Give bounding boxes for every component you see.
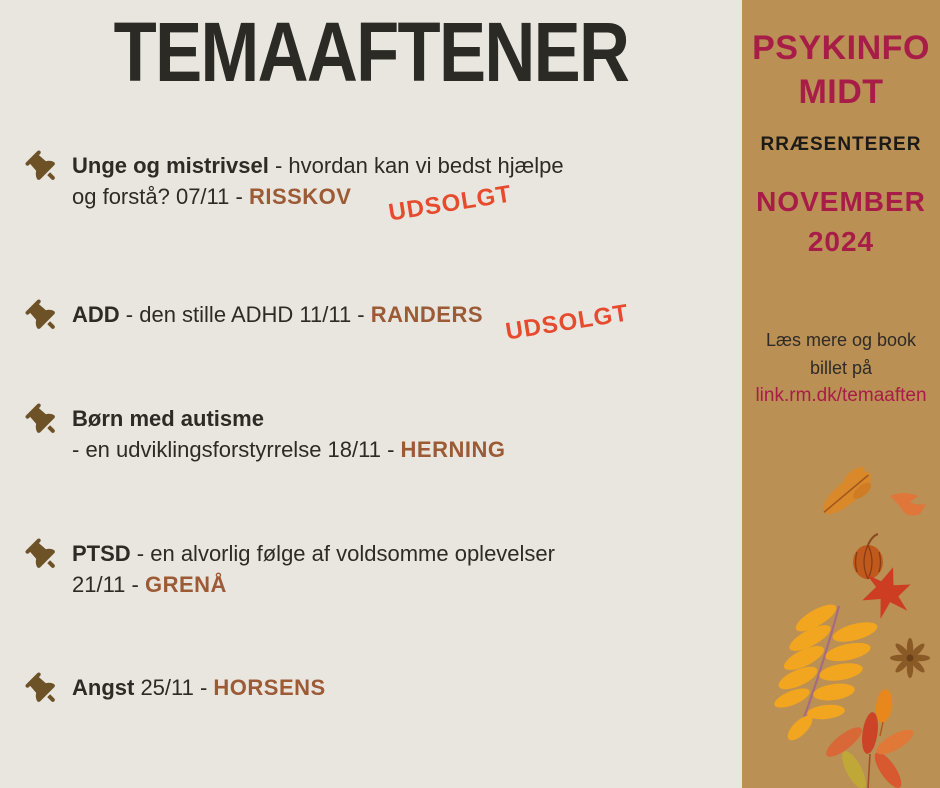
cta-line-2: billet på bbox=[809, 358, 873, 378]
brand-name bbox=[742, 26, 940, 114]
event-topic: Angst bbox=[72, 675, 135, 700]
event-city: RANDERS bbox=[370, 302, 484, 327]
soldout-stamp: UDSOLGT bbox=[503, 299, 631, 346]
event-ptsd bbox=[0, 538, 742, 600]
booking-link[interactable]: link.rm.dk/temaaften bbox=[755, 385, 927, 406]
rowan-leaf-icon bbox=[772, 600, 880, 745]
page-title: TEMAAFTENER bbox=[113, 5, 629, 99]
oak-leaf-icon bbox=[815, 463, 878, 522]
month-label bbox=[742, 182, 940, 262]
leaf-fragment-icon bbox=[890, 493, 926, 516]
event-city: HORSENS bbox=[213, 675, 326, 700]
creeper-leaf-icon bbox=[822, 711, 917, 788]
brand-line-2: MIDT bbox=[798, 73, 884, 111]
event-text bbox=[72, 403, 682, 465]
pushpin-icon bbox=[21, 534, 65, 578]
event-text bbox=[72, 150, 682, 212]
event-text bbox=[72, 672, 682, 703]
sidebar bbox=[742, 0, 940, 788]
event-angst bbox=[0, 672, 742, 703]
event-boern-med-autisme bbox=[0, 403, 742, 465]
event-date: og forstå? 07/11 - bbox=[72, 184, 249, 209]
event-city: RISSKOV bbox=[248, 184, 352, 209]
month-line-1: NOVEMBER bbox=[756, 186, 926, 217]
event-city: GRENÅ bbox=[144, 572, 227, 597]
event-description: - hvordan kan vi bedst hjælpe bbox=[268, 153, 564, 178]
pushpin-icon bbox=[21, 295, 65, 339]
event-description: - den stille ADHD 11/11 - bbox=[119, 302, 371, 327]
pushpin-icon bbox=[21, 668, 65, 712]
physalis-icon bbox=[853, 534, 883, 579]
soldout-stamp: UDSOLGT bbox=[386, 180, 514, 227]
brand-line-1: PSYKINFO bbox=[752, 29, 930, 67]
month-line-2: 2024 bbox=[807, 226, 875, 257]
pushpin-icon bbox=[21, 146, 65, 190]
event-topic: Børn med autisme bbox=[72, 406, 264, 431]
event-topic: ADD bbox=[72, 302, 120, 327]
event-description: - en alvorlig følge af voldsomme oplevelser bbox=[130, 541, 555, 566]
event-add bbox=[0, 299, 742, 346]
event-date: 21/11 - bbox=[72, 572, 145, 597]
event-topic: Unge og mistrivsel bbox=[72, 153, 269, 178]
event-description: - en udviklingsforstyrrelse 18/11 - bbox=[72, 437, 401, 462]
pushpin-icon bbox=[21, 399, 65, 443]
autumn-leaves-decoration bbox=[742, 440, 940, 788]
event-topic: PTSD bbox=[72, 541, 131, 566]
event-city: HERNING bbox=[400, 437, 506, 462]
presents-label: RRÆSENTERER bbox=[760, 134, 922, 155]
event-unge-og-mistrivsel bbox=[0, 150, 742, 227]
event-date: 25/11 - bbox=[134, 675, 214, 700]
cta-line-1: Læs mere og book bbox=[765, 330, 917, 350]
cta-text bbox=[742, 326, 940, 410]
star-anise-icon bbox=[890, 638, 930, 678]
event-text bbox=[72, 538, 682, 600]
